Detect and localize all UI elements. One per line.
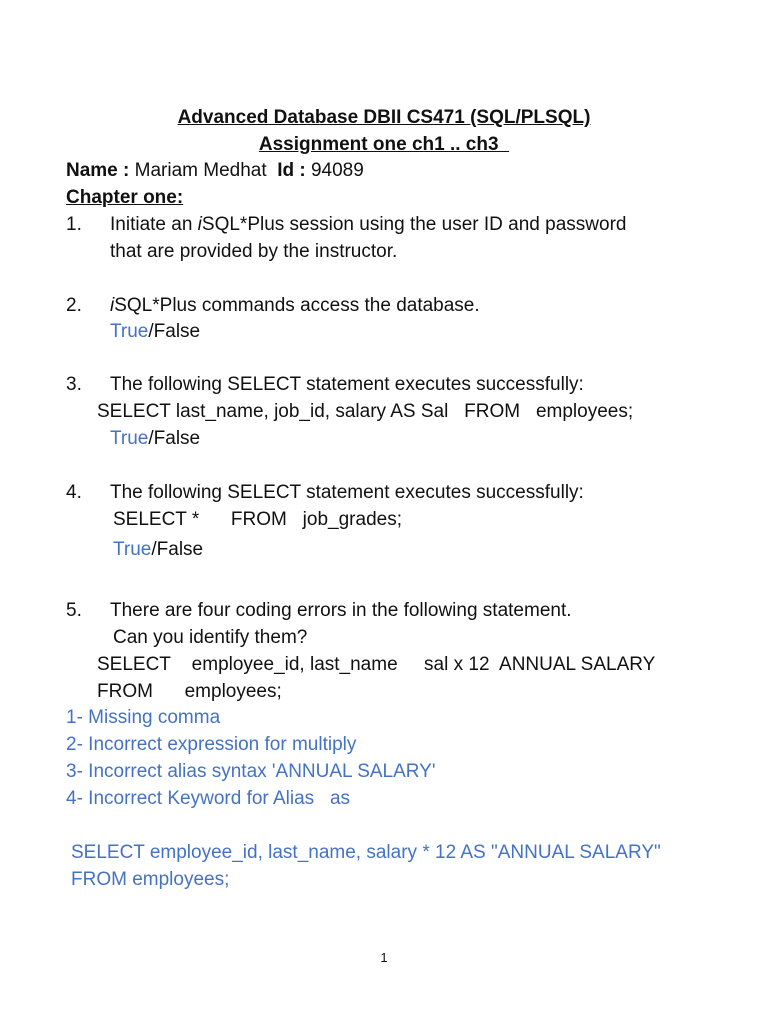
sql-code: SELECT * FROM job_grades; <box>113 509 402 530</box>
corrected-sql: FROM employees; <box>71 869 230 890</box>
question-number: 2. <box>66 295 82 316</box>
error-item: 1- Missing comma <box>66 707 221 728</box>
question-text: Initiate an iSQL*Plus session using the user ID and password <box>110 214 627 235</box>
answer-true: True <box>110 428 149 449</box>
sql-code: SELECT last_name, job_id, salary AS Sal FROM employees; <box>97 401 634 422</box>
question-text: There are four coding errors in the following statement. <box>110 600 572 621</box>
error-item: 3- Incorrect alias syntax 'ANNUAL SALARY' <box>66 761 436 782</box>
error-item: 4- Incorrect Keyword for Alias as <box>66 788 351 809</box>
answer-false: /False <box>148 428 201 449</box>
document-title: Advanced Database DBII CS471 (SQL/PLSQL) <box>177 107 591 128</box>
question-number: 1. <box>66 214 82 235</box>
question-text: Can you identify them? <box>113 627 308 648</box>
question-text: iSQL*Plus commands access the database. <box>110 295 480 316</box>
corrected-sql: SELECT employee_id, last_name, salary * 12 AS "ANNUAL SALARY" <box>71 842 661 863</box>
sql-code: SELECT employee_id, last_name sal x 12 ANNUAL SALARY <box>97 654 656 675</box>
answer-true: True <box>110 321 149 342</box>
question-text: The following SELECT statement executes successfully: <box>110 374 584 395</box>
question-number: 5. <box>66 600 82 621</box>
question-text: The following SELECT statement executes successfully: <box>110 482 584 503</box>
answer-false: /False <box>148 321 201 342</box>
true-false-answer <box>113 538 203 562</box>
name-label: Name : <box>66 160 130 181</box>
chapter-heading: Chapter one: <box>66 187 184 208</box>
id-value: 94089 <box>305 160 364 181</box>
answer-false: /False <box>151 539 204 560</box>
id-label: Id : <box>277 160 306 181</box>
error-item: 2- Incorrect expression for multiply <box>66 734 357 755</box>
document-subtitle: Assignment one ch1 .. ch3 <box>258 134 510 155</box>
question-text: that are provided by the instructor. <box>110 241 398 262</box>
true-false-answer <box>110 320 200 344</box>
question-number: 4. <box>66 482 82 503</box>
page-number: 1 <box>380 950 388 965</box>
student-info <box>66 159 364 183</box>
name-value: Mariam Medhat <box>129 160 272 181</box>
sql-code: FROM employees; <box>97 681 282 702</box>
answer-true: True <box>113 539 152 560</box>
true-false-answer <box>110 427 200 451</box>
question-number: 3. <box>66 374 82 395</box>
